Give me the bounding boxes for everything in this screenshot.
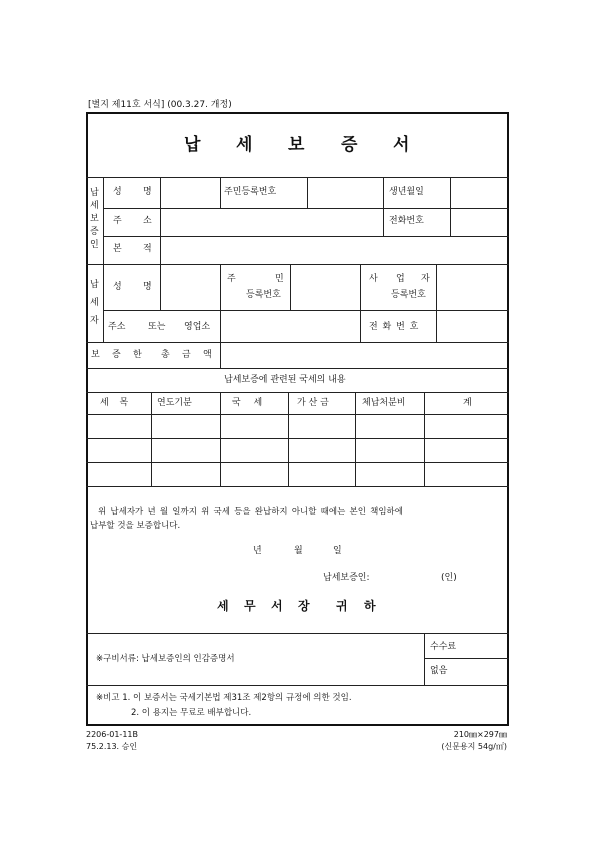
guarantor-name-label: 명 [143, 187, 152, 197]
guarantor-domicile-field[interactable] [161, 237, 506, 263]
date-char: 년 [253, 546, 262, 556]
taxpayer-biz-label: 등록번호 [391, 290, 426, 300]
taxpayer-address-label: 영업소 [184, 322, 211, 332]
title-char: 서 [393, 135, 410, 155]
header-disposition-cost: 체납처분비 [362, 398, 406, 408]
addressee-char: 장 [298, 599, 310, 613]
table-row[interactable] [88, 463, 507, 485]
addressee-char: 세 [217, 599, 229, 613]
guarantor-address-field[interactable] [161, 209, 382, 235]
guarantor-phone-label: 전화번호 [389, 216, 424, 226]
title-char: 증 [341, 135, 358, 155]
date-char: 일 [333, 546, 342, 556]
taxpayer-rrn-label: 주 [227, 274, 236, 284]
title-char: 납 [184, 135, 201, 155]
guarantor-rrn-field[interactable] [308, 178, 382, 207]
section-char: 자 [90, 316, 99, 326]
fee-value: 없음 [430, 666, 448, 676]
taxpayer-phone-label: 전 화 번 호 [369, 322, 419, 332]
taxpayer-biz-label: 사 [369, 274, 378, 284]
guarantor-domicile-label: 본 [113, 244, 122, 254]
taxpayer-address-label: 주소 [108, 322, 126, 332]
section-char: 세 [90, 298, 99, 308]
taxpayer-rrn-label: 민 [275, 274, 284, 284]
tax-table-caption: 납세보증에 관련된 국세의 내용 [224, 375, 346, 385]
title-char: 보 [288, 135, 305, 155]
date-char: 월 [294, 546, 303, 556]
guarantor-address-label: 주 [113, 216, 122, 226]
guarantor-name-field[interactable] [161, 178, 219, 207]
header-national-tax: 국 세 [232, 398, 263, 408]
addressee-char: 서 [271, 599, 283, 613]
taxpayer-biz-field[interactable] [437, 265, 506, 309]
section-char: 인 [90, 240, 99, 250]
approval-date: 75.2.13. 승인 [86, 742, 138, 751]
form-code: 2206-01-11B [86, 730, 138, 739]
taxpayer-biz-label: 업 [396, 274, 405, 284]
section-char: 보 [90, 214, 99, 224]
total-char: 총 [161, 350, 170, 360]
form-reference: [별지 제11호 서식] (00.3.27. 개정) [88, 100, 232, 110]
header-total: 계 [463, 398, 472, 408]
paper-size: 210㎜×297㎜ [453, 730, 507, 739]
section-char: 납 [90, 188, 99, 198]
notes-line-1: ※비고 1. 이 보증서는 국세기본법 제31조 제2항의 규정에 의한 것임. [96, 693, 352, 703]
addressee-char: 무 [244, 599, 256, 613]
declaration-line-1: 위 납세자가 년 월 일까지 위 국세 등을 완납하지 아니할 때에는 본인 책임하에 [98, 507, 403, 517]
header-penalty: 가 산 금 [297, 398, 329, 408]
taxpayer-rrn-field[interactable] [291, 265, 359, 309]
taxpayer-address-label: 또는 [148, 322, 166, 332]
taxpayer-name-label: 명 [143, 282, 152, 292]
attachments-note: ※구비서류: 납세보증인의 인감증명서 [96, 654, 235, 664]
notes-line-2: 2. 이 용지는 무료로 배부합니다. [131, 708, 252, 718]
total-char: 한 [133, 350, 142, 360]
taxpayer-rrn-label: 등록번호 [246, 290, 281, 300]
taxpayer-name-field[interactable] [161, 265, 219, 309]
section-char: 세 [90, 201, 99, 211]
total-char: 금 [182, 350, 191, 360]
total-char: 보 [91, 350, 100, 360]
guarantor-address-label: 소 [143, 216, 152, 226]
guarantor-birth-label: 생년월일 [389, 187, 424, 197]
addressee-char: 하 [364, 599, 376, 613]
declaration-line-2: 납부할 것을 보증합니다. [90, 521, 181, 531]
taxpayer-biz-label: 자 [421, 274, 430, 284]
guarantor-phone-field[interactable] [451, 209, 506, 235]
total-char: 증 [112, 350, 121, 360]
table-row[interactable] [88, 439, 507, 461]
header-year: 연도기분 [157, 398, 192, 408]
section-char: 증 [90, 227, 99, 237]
table-row[interactable] [88, 415, 507, 437]
total-amount-field[interactable] [221, 343, 506, 367]
paper-type: (신문용지 54g/㎡) [441, 742, 507, 751]
guarantor-birth-field[interactable] [451, 178, 506, 207]
title-char: 세 [236, 135, 253, 155]
taxpayer-address-field[interactable] [221, 311, 359, 341]
addressee-char: 귀 [336, 599, 348, 613]
taxpayer-name-label: 성 [113, 282, 122, 292]
section-char: 납 [90, 280, 99, 290]
guarantor-sign-label: 납세보증인: [323, 573, 370, 583]
total-char: 액 [203, 350, 212, 360]
guarantor-domicile-label: 적 [143, 244, 152, 254]
guarantor-rrn-label: 주민등록번호 [224, 187, 277, 197]
guarantor-name-label: 성 [113, 187, 122, 197]
header-tax-item: 세 목 [100, 398, 129, 408]
seal-label: (인) [441, 573, 457, 583]
taxpayer-phone-field[interactable] [437, 311, 506, 341]
fee-label: 수수료 [430, 642, 457, 652]
